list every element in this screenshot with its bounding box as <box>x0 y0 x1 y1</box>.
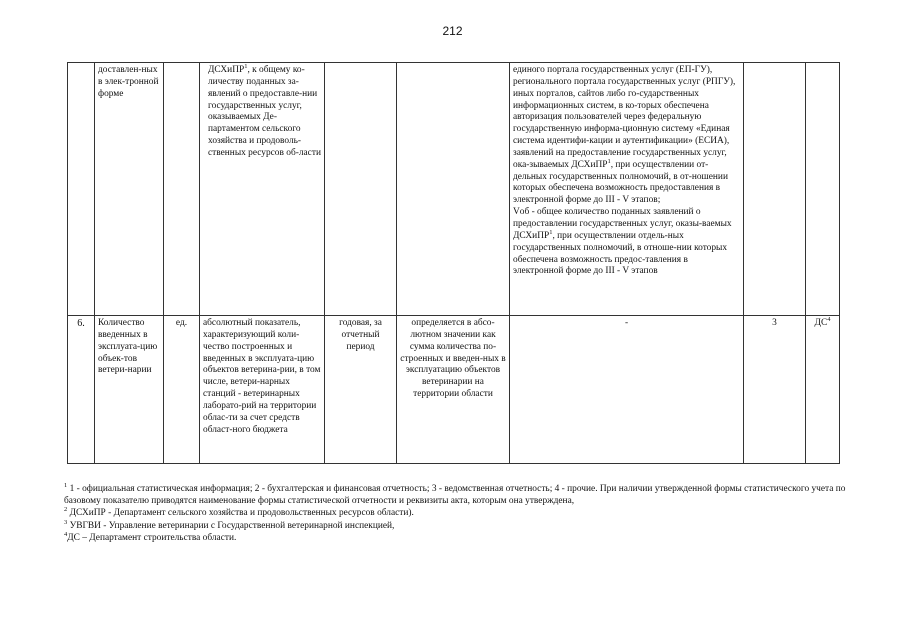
indicator-table <box>67 62 840 464</box>
unit: ед. <box>164 316 200 464</box>
calculation-method: определяется в абсо-лютном значении как сумма количества по-строенных и введен-ных в эксплуатацию объектов ветеринарии на территории области <box>397 316 510 464</box>
cell-unit-empty <box>164 63 200 316</box>
cell-source-empty <box>744 63 806 316</box>
responsible: $ДС^4$ <box>806 316 840 464</box>
indicator-name: Количество введенных в эксплуата-цию объек-тов ветери-нарии <box>95 316 164 464</box>
footnote-1: $^1$ 1 - официальная статистическая информация; 2 - бухгалтерская и финансовая отчетность; 3 - ведомственная отчетность; 4 - прочие. При наличии утвержденной формы статистического учета по базовому показателю приводятся наименование формы статистической отчетности и реквизиты акта, которым она утверждена, <box>64 481 846 507</box>
formula: - <box>510 316 744 464</box>
table-row-continued <box>68 63 840 316</box>
cell-definition-continued: ДСХиПР$^1$, к общему ко-личеству поданных за-явлений о предоставле-нии государственных услуг, оказываемых Де-партаментом сельского хозяйства и продоволь-ственных ресурсов об-ласти <box>200 63 325 316</box>
cell-name-continued: доставлен-ных в элек-тронной форме <box>95 63 164 316</box>
definition: абсолютный показатель, характеризующий коли-чество построенных и введенных в эксплуата-цию объектов ветерина-рии, в том числе, ветери-нарных станций - ветеринарных лаборато-рий на территории облас-ти за счет средств област-ного бюджета <box>200 316 325 464</box>
footnote-4: $^4$ДС – Департамент строительства области. <box>64 530 237 543</box>
footnote-2: $^2$ ДСХиПР - Департамент сельского хозяйства и продовольственных ресурсов области). <box>64 506 414 519</box>
table-row-6 <box>68 316 840 464</box>
row-number: 6. <box>68 316 95 464</box>
cell-num-empty <box>68 63 95 316</box>
source-type: 3 <box>744 316 806 464</box>
cell-period-empty <box>325 63 397 316</box>
page-number: 212 <box>442 24 463 38</box>
footnote-3: $^3$ УВГВИ - Управление ветеринарии с Государственной ветеринарной инспекцией, <box>64 518 395 531</box>
period: годовая, за отчетный период <box>325 316 397 464</box>
cell-responsible-empty <box>806 63 840 316</box>
footnotes <box>64 483 854 544</box>
cell-formula-continued: единого портала государственных услуг (ЕП-ГУ), регионального портала государственных услуг (РПГУ), иных порталов, сайтов либо го-сударственных информационных систем, в ко-торых обеспечена авторизация пользователей через федеральную государственную информа-ционную систему «Единая система идентифи-кации и аутентификации» (ЕСИА), заявлений на предоставление государственных услуг, ока-зываемых ДСХиПР$^1$, при осуществлении от-дельных государственных полномочий, в от-ношении которых обеспечена возможность предоставления в электронной форме до III - V этапов; Vоб - общее количество поданных заявлений о предоставлении государственных услуг, оказы-ваемых ДСХиПР$^1$, при осуществлении отдель-ных государственных полномочий, в отноше-нии которых обеспечена возможность предос-тавления в электронной форме до III - V этапов <box>510 63 744 316</box>
cell-method-empty <box>397 63 510 316</box>
